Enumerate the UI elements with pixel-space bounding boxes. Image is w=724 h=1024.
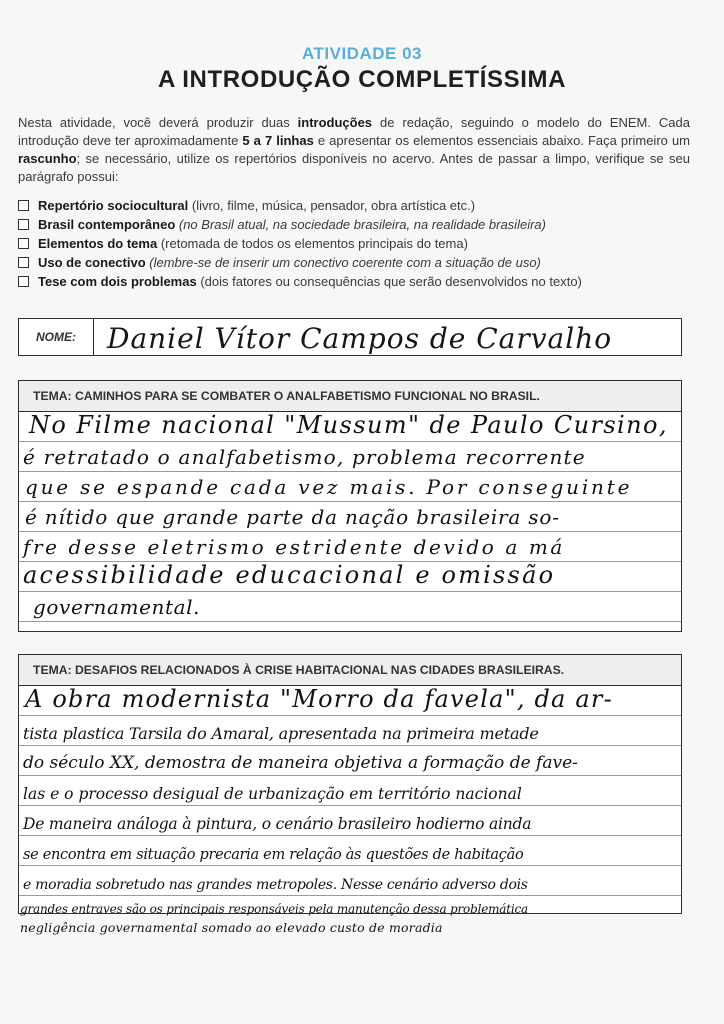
writing-line[interactable] [19,686,681,716]
handwritten-text: é nítido que grande parte da nação brasileira so- [25,505,560,529]
checklist-item-title: Uso de conectivo [38,255,146,270]
checklist-item-title: Tese com dois problemas [38,274,197,289]
instructions-text: de redação, seguindo o modelo do ENEM. Cada introdução deve ter aproximadamente [18,115,690,148]
checkbox[interactable] [18,257,29,268]
checklist-item [18,196,708,215]
handwritten-text: las e o processo desigual de urbanização em território nacional [23,785,522,803]
handwritten-overflow-text: grandes entraves são os principais responsáveis pela manutenção dessa problemática [20,902,528,916]
theme-1-header: TEMA: CAMINHOS PARA SE COMBATER O ANALFABETISMO FUNCIONAL NO BRASIL. [19,381,681,412]
writing-line[interactable] [19,776,681,806]
checklist-item-title: Elementos do tema [38,236,158,251]
writing-line[interactable] [19,836,681,866]
instructions-text: ; se necessário, utilize os repertórios disponíveis no acervo. Antes de passar a limpo, verifique se seu parágrafo possui: [18,151,690,184]
handwritten-text: é retratado o analfabetismo, problema recorrente [23,445,586,469]
writing-line[interactable] [19,442,681,472]
page-title: A INTRODUÇÃO COMPLETÍSSIMA [157,66,567,93]
instructions-text: Nesta atividade, você deverá produzir duas [18,115,298,130]
requirements-checklist [18,196,708,291]
checklist-item [18,272,708,291]
writing-line[interactable] [19,716,681,746]
writing-line[interactable] [19,562,681,592]
handwritten-text: que se espande cada vez mais. Por conseguinte [25,475,633,499]
checklist-item-title: Brasil contemporâneo [38,217,176,232]
checklist-item-detail: (dois fatores ou consequências que serão desenvolvidos no texto) [196,274,582,289]
checklist-item-detail: (no Brasil atual, na sociedade brasileira, na realidade brasileira) [175,217,546,232]
instructions-emphasis: 5 a 7 linhas [242,133,314,148]
checklist-item-detail: (lembre-se de inserir um conectivo coerente com a situação de uso) [145,255,541,270]
checkbox[interactable] [18,238,29,249]
handwritten-overflow-text: negligência governamental somado ao elevado custo de moradia [20,920,443,935]
name-value[interactable]: Daniel Vítor Campos de Carvalho [107,322,613,355]
writing-line[interactable] [19,592,681,622]
writing-line[interactable] [19,746,681,776]
checklist-item [18,215,708,234]
essay-box-theme-2 [18,654,682,914]
theme-2-header: TEMA: DESAFIOS RELACIONADOS À CRISE HABITACIONAL NAS CIDADES BRASILEIRAS. [19,655,681,686]
handwritten-text: fre desse eletrismo estridente devido a má [23,535,565,559]
checkbox[interactable] [18,276,29,287]
handwritten-text: A obra modernista "Morro da favela", da ar- [25,685,613,713]
activity-label: ATIVIDADE 03 [302,44,422,63]
writing-line[interactable] [19,866,681,896]
name-field[interactable] [18,318,682,356]
writing-line[interactable] [19,502,681,532]
instructions-text: e apresentar os elementos essenciais abaixo. Faça primeiro um [313,133,691,148]
handwritten-text: se encontra em situação precaria em relação às questões de habitação [23,847,524,863]
essay-box-theme-1 [18,380,682,632]
writing-line[interactable] [19,472,681,502]
checkbox[interactable] [18,219,29,230]
handwritten-text: e moradia sobretudo nas grandes metropoles. Nesse cenário adverso dois [23,877,528,893]
instructions-emphasis: introduções [297,115,373,130]
writing-line[interactable] [19,412,681,442]
handwritten-text: De maneira análoga à pintura, o cenário brasileiro hodierno ainda [23,815,532,833]
handwritten-text: No Filme nacional "Mussum" de Paulo Cursino, [29,411,668,439]
handwritten-text: tista plastica Tarsila do Amaral, apresentada na primeira metade [23,724,539,743]
writing-line[interactable] [19,806,681,836]
instructions-emphasis: rascunho [18,151,77,166]
checklist-item [18,234,708,253]
checklist-item-detail: (livro, filme, música, pensador, obra artística etc.) [188,198,476,213]
checklist-item [18,253,708,272]
handwritten-text: do século XX, demostra de maneira objetiva a formação de fave- [23,753,578,773]
writing-line[interactable] [19,532,681,562]
checklist-item-detail: (retomada de todos os elementos principais do tema) [157,236,468,251]
name-label: NOME: [19,319,94,355]
handwritten-text: acessibilidade educacional e omissão [23,561,556,589]
instructions-paragraph [18,114,690,186]
checklist-item-title: Repertório sociocultural [38,198,189,213]
handwritten-text: governamental. [33,595,201,619]
checkbox[interactable] [18,200,29,211]
